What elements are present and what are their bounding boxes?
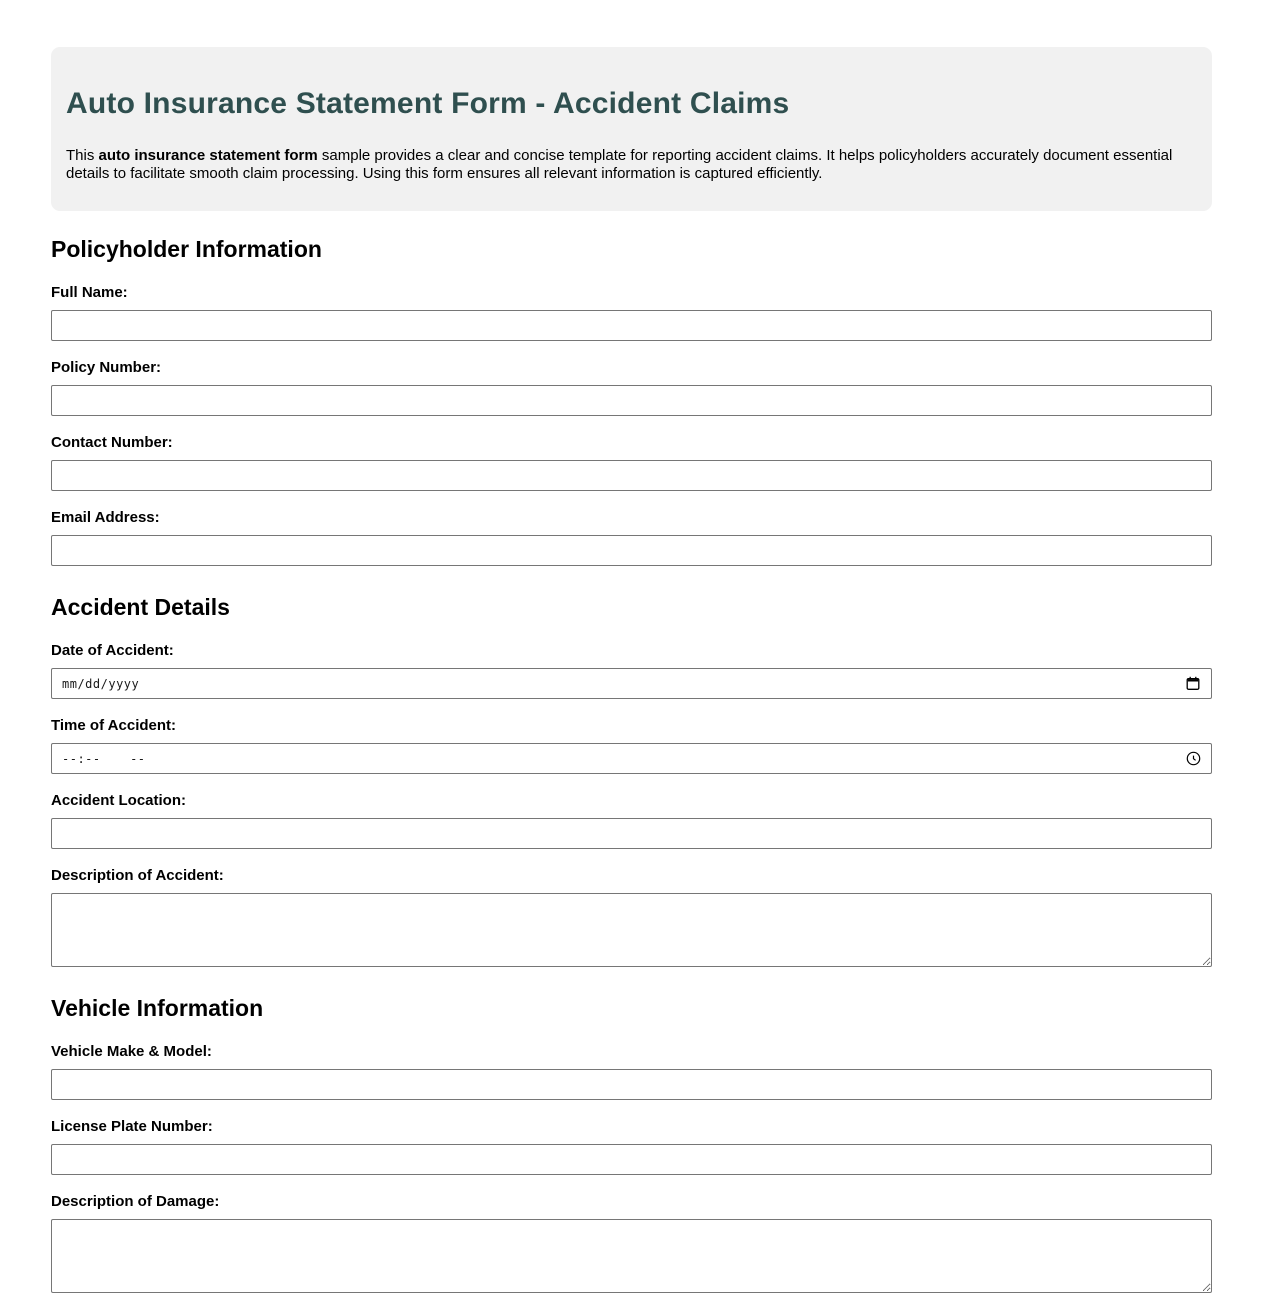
accident-description-label: Description of Accident: <box>51 867 224 884</box>
damage-description-textarea[interactable] <box>51 1219 1212 1293</box>
calendar-icon[interactable] <box>1185 676 1201 691</box>
intro-text-bold: auto insurance statement form <box>98 147 318 164</box>
intro-text-rest: sample provides a clear and concise template for reporting accident claims. It helps policyholders accurately document essential details to facilitate smooth claim processing. Using this form ensures all relevant information is captured efficiently. <box>66 147 1173 182</box>
accident-location-input[interactable] <box>51 818 1212 849</box>
field-license-plate-number <box>51 1118 1212 1175</box>
intro-text <box>66 147 1188 183</box>
license-plate-number-input[interactable] <box>51 1144 1212 1175</box>
date-of-accident-input[interactable] <box>51 668 1212 699</box>
license-plate-number-label: License Plate Number: <box>51 1118 213 1135</box>
section-heading-accident-details: Accident Details <box>51 594 230 620</box>
page-content <box>51 47 1212 1293</box>
field-accident-location <box>51 792 1212 849</box>
field-full-name <box>51 284 1212 341</box>
email-address-input[interactable] <box>51 535 1212 566</box>
page-title: Auto Insurance Statement Form - Accident Claims <box>66 87 790 120</box>
full-name-label: Full Name: <box>51 284 128 301</box>
policy-number-label: Policy Number: <box>51 359 162 376</box>
intro-box <box>51 47 1212 211</box>
time-of-accident-label: Time of Accident: <box>51 717 177 734</box>
field-email-address <box>51 509 1212 566</box>
accident-location-label: Accident Location: <box>51 792 187 809</box>
vehicle-make-model-input[interactable] <box>51 1069 1212 1100</box>
damage-description-label: Description of Damage: <box>51 1193 220 1210</box>
clock-icon[interactable] <box>1186 751 1201 766</box>
field-accident-description <box>51 867 1212 967</box>
policy-number-input[interactable] <box>51 385 1212 416</box>
date-placeholder: mm/dd/yyyy <box>62 676 140 691</box>
field-vehicle-make-model <box>51 1043 1212 1100</box>
contact-number-input[interactable] <box>51 460 1212 491</box>
field-contact-number <box>51 434 1212 491</box>
email-address-label: Email Address: <box>51 509 160 526</box>
accident-description-textarea[interactable] <box>51 893 1212 967</box>
intro-text-prefix: This <box>66 147 99 164</box>
full-name-input[interactable] <box>51 310 1212 341</box>
field-damage-description <box>51 1193 1212 1293</box>
field-time-of-accident <box>51 717 1212 774</box>
field-policy-number <box>51 359 1212 416</box>
contact-number-label: Contact Number: <box>51 434 173 451</box>
section-heading-vehicle-information: Vehicle Information <box>51 995 264 1021</box>
time-of-accident-input[interactable] <box>51 743 1212 774</box>
date-of-accident-label: Date of Accident: <box>51 642 174 659</box>
field-date-of-accident <box>51 642 1212 699</box>
section-heading-policyholder-information: Policyholder Information <box>51 236 322 262</box>
time-placeholder: --:-- -- <box>62 751 146 766</box>
vehicle-make-model-label: Vehicle Make & Model: <box>51 1043 212 1060</box>
